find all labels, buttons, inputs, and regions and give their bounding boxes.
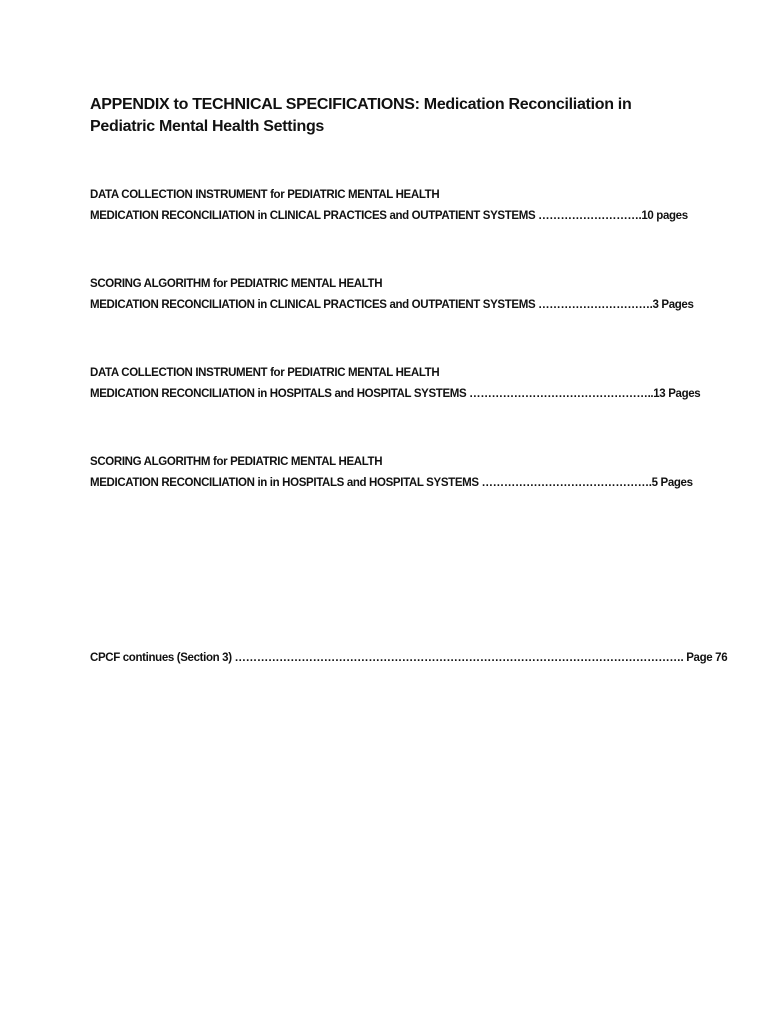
toc-entry-2-heading: SCORING ALGORITHM for PEDIATRIC MENTAL HEALTH [90, 278, 383, 290]
toc-entry-3-detail: MEDICATION RECONCILIATION in HOSPITALS and HOSPITAL SYSTEMS …………………………………………..13 Pages [90, 388, 701, 400]
toc-footer-entry: CPCF continues (Section 3) …………………………………………………………………………………………………………. Page 76 [90, 652, 728, 664]
toc-entry-1-heading: DATA COLLECTION INSTRUMENT for PEDIATRIC MENTAL HEALTH [90, 189, 440, 201]
document-title: APPENDIX to TECHNICAL SPECIFICATIONS: Medication Reconciliation in Pediatric Mental Health Settings [90, 96, 632, 135]
toc-entry-1 [90, 185, 694, 227]
toc-entry-2 [90, 274, 694, 316]
toc-entry-2-detail: MEDICATION RECONCILIATION in CLINICAL PRACTICES and OUTPATIENT SYSTEMS ………………………….3 Pages [90, 299, 694, 311]
toc-entry-4-heading: SCORING ALGORITHM for PEDIATRIC MENTAL HEALTH [90, 456, 383, 468]
toc-entry-3 [90, 363, 701, 405]
toc-entry-1-detail: MEDICATION RECONCILIATION in CLINICAL PRACTICES and OUTPATIENT SYSTEMS ……………………….10 pages [90, 210, 688, 222]
toc-entry-4 [90, 452, 694, 494]
toc-entry-3-heading: DATA COLLECTION INSTRUMENT for PEDIATRIC MENTAL HEALTH [90, 367, 440, 379]
toc-entry-4-detail: MEDICATION RECONCILIATION in in HOSPITALS and HOSPITAL SYSTEMS ……………………………………….5 Pages [90, 477, 693, 489]
